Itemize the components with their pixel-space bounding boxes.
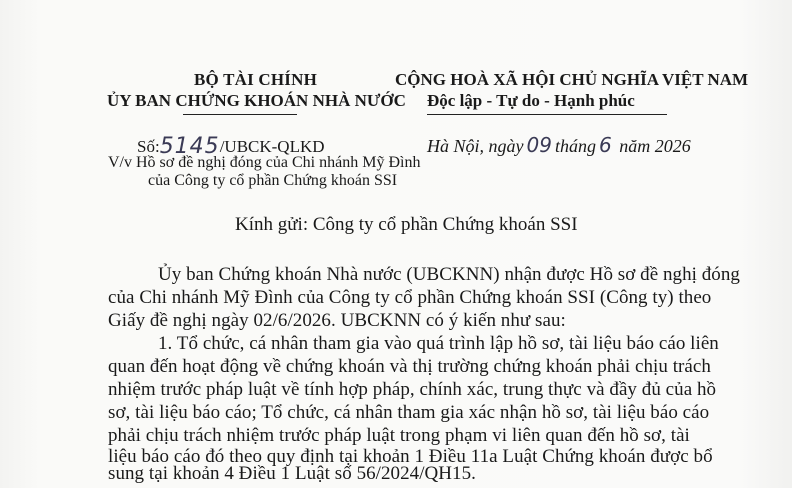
subject-line-1: V/v Hồ sơ đề nghị đóng của Chi nhánh Mỹ Đình xyxy=(108,154,421,171)
body-line: liệu báo cáo đó theo quy định tại khoản 1 Điều 11a Luật Chứng khoán được bổ xyxy=(108,446,713,467)
org-underline xyxy=(183,114,297,115)
body-line: phải chịu trách nhiệm trước pháp luật trong phạm vi liên quan đến hồ sơ, tài xyxy=(108,425,690,446)
document-number-handwritten: 5145 xyxy=(159,134,220,159)
parent-organization: BỘ TÀI CHÍNH xyxy=(194,70,318,89)
body-line: Giấy đề nghị ngày 02/6/2026. UBCKNN có ý kiến như sau: xyxy=(108,310,566,331)
body-line: quan đến hoạt động về chứng khoán và thị trường chứng khoán phải chịu trách xyxy=(108,356,711,377)
body-line: sung tại khoản 4 Điều 1 Luật số 56/2024/QH15. xyxy=(108,463,476,484)
document-number-suffix: /UBCK-QLKD xyxy=(219,137,325,156)
salutation: Kính gửi: Công ty cổ phần Chứng khoán SSI xyxy=(235,214,578,235)
body-line: nhiệm trước pháp luật về tính hợp pháp, chính xác, trung thực và đầy đủ của hồ xyxy=(108,379,717,400)
issuing-organization: ỦY BAN CHỨNG KHOÁN NHÀ NƯỚC xyxy=(107,91,406,110)
motto-underline xyxy=(427,114,667,115)
body-line: của Chi nhánh Mỹ Đình của Công ty cổ phần Chứng khoán SSI (Công ty) theo xyxy=(108,287,712,308)
body-line: sơ, tài liệu báo cáo; Tổ chức, cá nhân tham gia xác nhận hồ sơ, tài liệu báo cáo xyxy=(108,402,710,423)
date-month-handwritten: 6 xyxy=(598,133,612,157)
national-motto: Độc lập - Tự do - Hạnh phúc xyxy=(427,91,635,110)
body-line: 1. Tổ chức, cá nhân tham gia vào quá trình lập hồ sơ, tài liệu báo cáo liên xyxy=(158,333,719,354)
date-day-handwritten: 09 xyxy=(526,133,552,157)
document-number-prefix: Số: xyxy=(137,137,160,156)
dateline xyxy=(427,133,691,157)
date-prefix: Hà Nội, ngày xyxy=(427,136,524,156)
date-month-label: tháng xyxy=(554,136,596,156)
date-year: năm 2026 xyxy=(619,136,691,156)
body-line: Ủy ban Chứng khoán Nhà nước (UBCKNN) nhận được Hồ sơ đề nghị đóng xyxy=(158,264,740,285)
subject-line-2: của Công ty cổ phần Chứng khoán SSI xyxy=(148,172,398,189)
national-title: CỘNG HOÀ XÃ HỘI CHỦ NGHĨA VIỆT NAM xyxy=(395,70,749,89)
